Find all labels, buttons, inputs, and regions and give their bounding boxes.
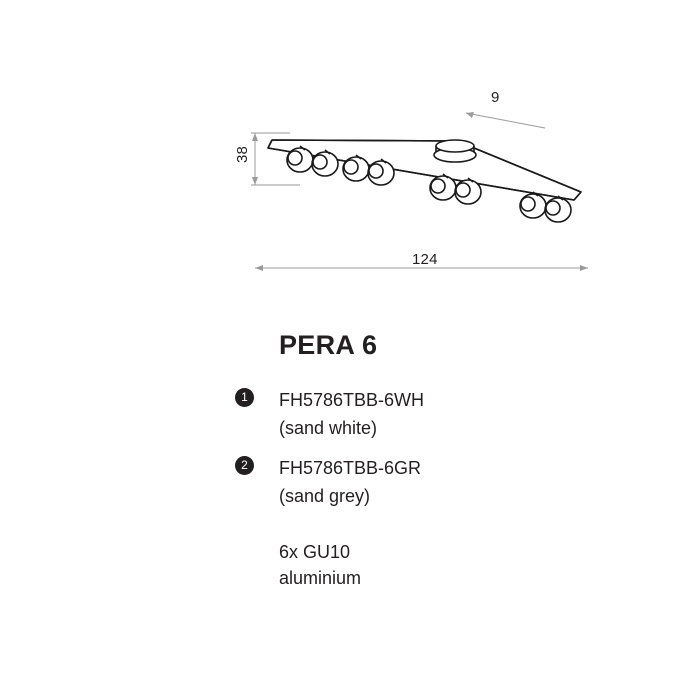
dimension-depth-label: 9: [491, 89, 500, 106]
product-info: [241, 330, 659, 591]
spec-bulbs: 6x GU10: [279, 542, 351, 562]
drawing-svg: [0, 0, 700, 300]
dim-arrow-depth: [466, 112, 474, 118]
dim-arrow-height-top: [252, 133, 258, 141]
spot-lens-3a: [431, 179, 445, 193]
variant-row-2: [241, 455, 659, 481]
variant-row-1: [241, 387, 659, 413]
variant-finish-1: (sand white): [279, 418, 378, 438]
ceiling-mount: [434, 140, 476, 162]
variant-marker-1: 1: [235, 388, 254, 407]
spot-lens-4a: [521, 197, 535, 211]
dim-leader-depth: [466, 113, 545, 128]
spot-lens-2a: [344, 160, 358, 174]
mount-top: [436, 140, 474, 152]
variant-marker-2: 2: [235, 456, 254, 475]
variant-code-2: FH5786TBB-6GR: [279, 458, 422, 478]
page-title: PERA 6: [279, 330, 378, 360]
technical-drawing: [0, 0, 700, 300]
dim-arrow-length-right: [580, 265, 588, 271]
spot-lens-1b: [313, 155, 327, 169]
dim-arrow-height-bottom: [252, 177, 258, 185]
dimension-height-label: 38: [234, 145, 252, 164]
variant-code-1: FH5786TBB-6WH: [279, 390, 425, 410]
spot-lens-2b: [369, 164, 383, 178]
spec-material: aluminium: [279, 568, 362, 588]
spot-lens-3b: [456, 183, 470, 197]
product-specs: [279, 539, 659, 591]
variant-finish-2: (sand grey): [279, 486, 371, 506]
rail-back-edge: [272, 140, 457, 141]
dim-arrow-length-left: [255, 265, 263, 271]
spot-lens-4b: [546, 201, 560, 215]
dimension-length-label: 124: [412, 251, 438, 268]
spot-lens-1a: [288, 151, 302, 165]
